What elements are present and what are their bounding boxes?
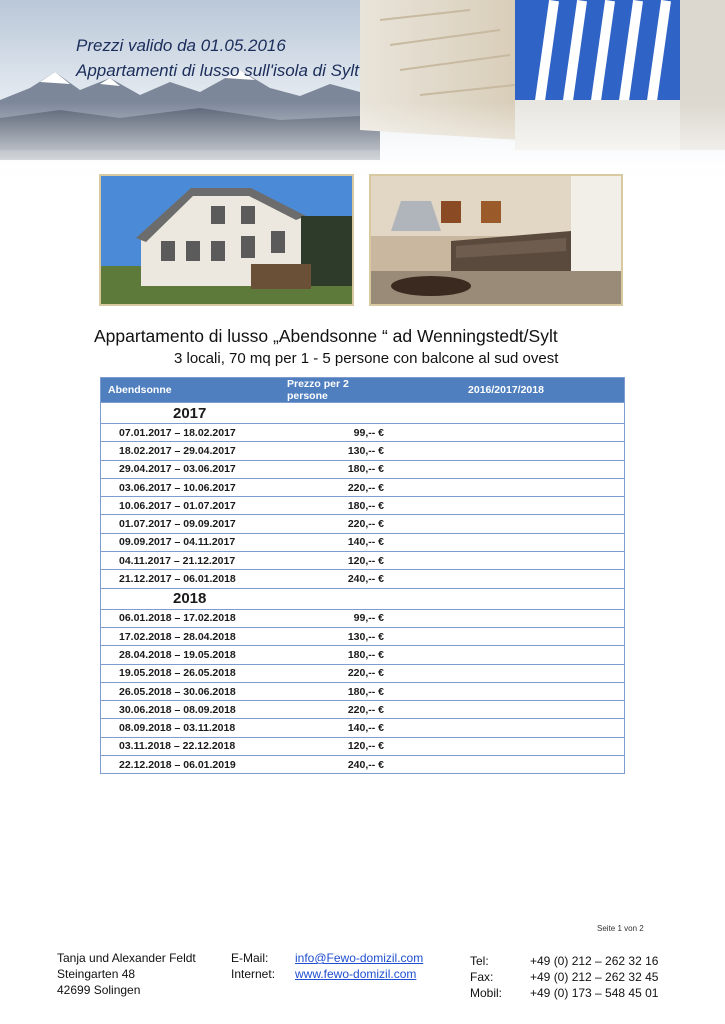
price-cell: 99,-- €: [269, 424, 388, 442]
table-row: [101, 552, 625, 570]
address-city: 42699 Solingen: [57, 983, 141, 997]
website-link[interactable]: www.fewo-domizil.com: [295, 967, 417, 981]
price-cell: 180,-- €: [269, 682, 388, 700]
price-cell: 120,-- €: [269, 552, 388, 570]
table-header-row: [101, 378, 625, 403]
banner-image: [0, 0, 725, 185]
period-cell: 22.12.2018 – 06.01.2019: [119, 758, 236, 771]
footer-address: [57, 950, 196, 998]
fax-label: Fax:: [470, 970, 494, 984]
period-cell: 29.04.2017 – 03.06.2017: [119, 463, 236, 476]
price-cell: 99,-- €: [269, 609, 388, 627]
table-row: [101, 719, 625, 737]
column-header-price: Prezzo per 2 persone: [269, 378, 388, 403]
price-cell: 140,-- €: [269, 533, 388, 551]
period-cell: 26.05.2018 – 30.06.2018: [119, 685, 236, 698]
period-cell: 19.05.2018 – 26.05.2018: [119, 667, 236, 680]
price-cell: 180,-- €: [269, 646, 388, 664]
year-label: 2018: [101, 588, 625, 609]
footer-contact-links: [295, 950, 423, 982]
price-cell: 240,-- €: [269, 570, 388, 588]
price-table: [100, 377, 625, 774]
table-row: [101, 533, 625, 551]
price-cell: 140,-- €: [269, 719, 388, 737]
table-row: [101, 701, 625, 719]
table-row: [101, 515, 625, 533]
column-header-name: Abendsonne: [101, 378, 270, 403]
period-cell: 10.06.2017 – 01.07.2017: [119, 499, 236, 512]
table-row: [101, 478, 625, 496]
header-title-line1: Prezzi valido da 01.05.2016: [76, 36, 286, 55]
living-room-photo: [369, 174, 623, 306]
table-row: [101, 646, 625, 664]
period-cell: 07.01.2017 – 18.02.2017: [119, 426, 236, 439]
mobile-number: +49 (0) 173 – 548 45 01: [530, 986, 659, 1000]
footer-phone-labels: [470, 953, 502, 1001]
table-row: [101, 497, 625, 515]
period-cell: 18.02.2017 – 29.04.2017: [119, 444, 236, 457]
tel-number: +49 (0) 212 – 262 32 16: [530, 954, 659, 968]
price-cell: 130,-- €: [269, 627, 388, 645]
period-cell: 03.06.2017 – 10.06.2017: [119, 481, 236, 494]
price-cell: 220,-- €: [269, 664, 388, 682]
period-cell: 08.09.2018 – 03.11.2018: [119, 722, 236, 735]
period-cell: 01.07.2017 – 09.09.2017: [119, 518, 236, 531]
footer-contact-labels: [231, 950, 275, 982]
address-street: Steingarten 48: [57, 967, 136, 981]
apartment-subtitle: 3 locali, 70 mq per 1 - 5 persone con balcone al sud ovest: [174, 350, 559, 367]
period-cell: 09.09.2017 – 04.11.2017: [119, 536, 236, 549]
address-name: Tanja und Alexander Feldt: [57, 951, 196, 965]
period-cell: 17.02.2018 – 28.04.2018: [119, 630, 236, 643]
table-row: [101, 570, 625, 588]
tel-label: Tel:: [470, 954, 489, 968]
year-row: [101, 588, 625, 609]
house-photo: [99, 174, 354, 306]
fax-number: +49 (0) 212 – 262 32 45: [530, 970, 659, 984]
footer-phone-numbers: [530, 953, 658, 1001]
table-row: [101, 737, 625, 755]
header-banner: [0, 0, 725, 185]
email-label: E-Mail:: [231, 951, 269, 965]
period-cell: 03.11.2018 – 22.12.2018: [119, 740, 236, 753]
table-row: [101, 627, 625, 645]
page-number: Seite 1 von 2: [597, 924, 644, 933]
table-row: [101, 460, 625, 478]
price-cell: 120,-- €: [269, 737, 388, 755]
period-cell: 28.04.2018 – 19.05.2018: [119, 648, 236, 661]
table-row: [101, 682, 625, 700]
table-row: [101, 664, 625, 682]
internet-label: Internet:: [231, 967, 276, 981]
header-title-line2: Appartamenti di lusso sull'isola di Sylt: [76, 61, 359, 80]
period-cell: 04.11.2017 – 21.12.2017: [119, 554, 236, 567]
table-row: [101, 424, 625, 442]
price-cell: 240,-- €: [269, 756, 388, 774]
price-cell: 130,-- €: [269, 442, 388, 460]
year-label: 2017: [101, 403, 625, 424]
price-cell: 220,-- €: [269, 478, 388, 496]
table-row: [101, 442, 625, 460]
period-cell: 21.12.2017 – 06.01.2018: [119, 573, 236, 586]
year-row: [101, 403, 625, 424]
table-row: [101, 756, 625, 774]
mobile-label: Mobil:: [470, 986, 503, 1000]
price-cell: 220,-- €: [269, 515, 388, 533]
column-header-years: 2016/2017/2018: [388, 378, 625, 403]
price-cell: 180,-- €: [269, 497, 388, 515]
price-cell: 180,-- €: [269, 460, 388, 478]
period-cell: 30.06.2018 – 08.09.2018: [119, 703, 236, 716]
price-cell: 220,-- €: [269, 701, 388, 719]
apartment-title: Appartamento di lusso „Abendsonne “ ad Wenningstedt/Sylt: [94, 326, 558, 346]
table-row: [101, 609, 625, 627]
email-link[interactable]: info@Fewo-domizil.com: [295, 951, 424, 965]
period-cell: 06.01.2018 – 17.02.2018: [119, 612, 236, 625]
